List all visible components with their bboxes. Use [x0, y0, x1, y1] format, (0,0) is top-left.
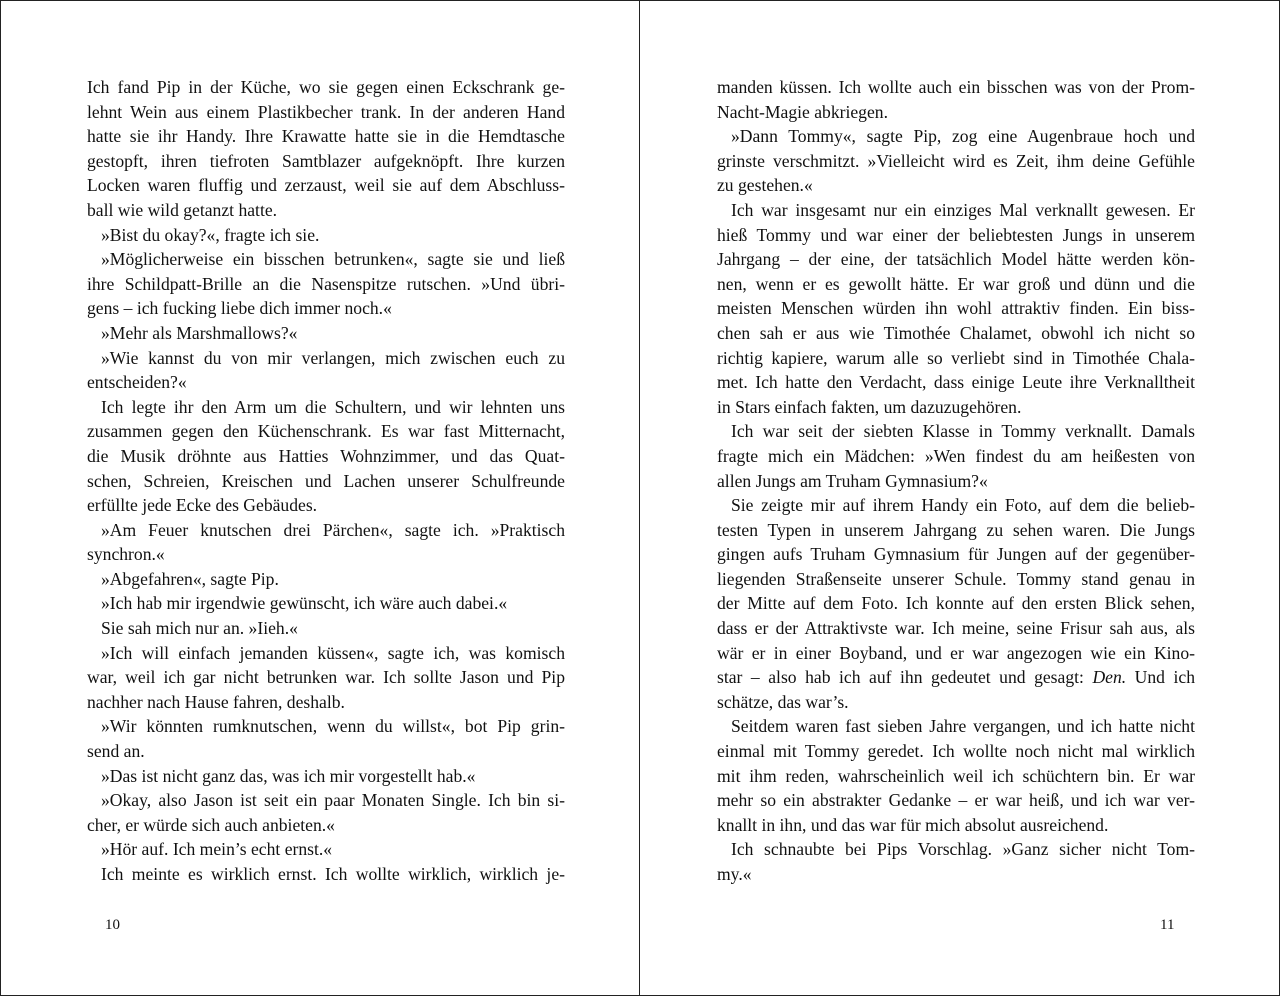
text-line: gens – ich fucking liebe dich immer noch.« — [87, 298, 392, 319]
text-line: fragte mich ein Mädchen: »Wen findest du am heißesten von — [717, 445, 1195, 466]
text-line: »Wir könnten rumknutschen, wenn du willst«, bot Pip grin- — [101, 716, 565, 737]
text-line: manden küssen. Ich wollte auch ein bisschen was von der Prom- — [717, 77, 1195, 97]
text-line: einmal mit Tommy geredet. Ich wollte noch nicht mal wirklich — [717, 741, 1195, 762]
text-line: Locken waren fluffig und zerzaust, weil sie auf dem Abschluss- — [87, 175, 565, 196]
text-line: wär er in einer Boyband, und er war angezogen wie ein Kino- — [717, 642, 1195, 663]
text-line: mit ihm reden, wahrscheinlich weil ich schüchtern bin. Er war — [717, 765, 1195, 786]
text-line: lehnt Wein aus einem Plastikbecher trank. In der anderen Hand — [87, 101, 565, 122]
text-line: cher, er würde sich auch anbieten.« — [87, 814, 335, 835]
text-line: »Ich hab mir irgendwie gewünscht, ich wäre auch dabei.« — [101, 593, 508, 614]
text-line: hatte sie ihr Handy. Ihre Krawatte hatte sie in die Hemdtasche — [87, 126, 565, 147]
text-line: war, weil ich gar nicht betrunken war. Ich sollte Jason und Pip — [87, 667, 565, 688]
left-page — [0, 0, 639, 996]
text-line: meisten Menschen würden ihn wohl attraktiv finden. Ein biss- — [717, 298, 1195, 319]
text-line: »Wie kannst du von mir verlangen, mich zwischen euch zu — [101, 347, 565, 368]
text-line: Sie zeigte mir auf ihrem Handy ein Foto, auf dem die belieb- — [731, 495, 1195, 516]
text-line: hieß Tommy und war einer der beliebtesten Jungs in unserem — [717, 224, 1195, 245]
text-line: zu gestehen.« — [717, 175, 813, 196]
text-line: gingen aufs Truham Gymnasium für Jungen auf der gegenüber- — [717, 544, 1195, 565]
text-line: Ich war seit der siebten Klasse in Tommy verknallt. Damals — [731, 421, 1195, 442]
right-page-text — [717, 75, 1195, 887]
text-line: Ich meinte es wirklich ernst. Ich wollte wirklich, wirklich je- — [101, 864, 565, 884]
text-line: grinste verschmitzt. »Vielleicht wird es Zeit, ihm deine Gefühle — [717, 150, 1195, 171]
text-line: der Mitte auf dem Foto. Ich konnte auf den ersten Blick sehen, — [717, 593, 1195, 614]
text-line: mehr so ein abstrakter Gedanke – er war heiß, und ich war ver- — [717, 790, 1195, 811]
text-line: Ich fand Pip in der Küche, wo sie gegen einen Eckschrank ge- — [87, 77, 565, 97]
text-line: testen Typen in unserem Jahrgang zu sehen waren. Die Jungs — [717, 519, 1195, 540]
text-line: nachher nach Hause fahren, deshalb. — [87, 691, 345, 712]
text-line: my.« — [717, 864, 752, 884]
text-line: allen Jungs am Truham Gymnasium?« — [717, 470, 988, 491]
text-line: »Mehr als Marshmallows?« — [101, 322, 298, 343]
text-line: Ich war insgesamt nur ein einziges Mal verknallt gewesen. Er — [731, 199, 1195, 220]
text-line: dass er der Attraktivste war. Ich meine, seine Frisur sah aus, als — [717, 618, 1195, 639]
text-line: die Musik dröhnte aus Hatties Wohnzimmer, und das Quat- — [87, 445, 565, 466]
right-page — [640, 0, 1280, 996]
emphasis: Den. — [1092, 667, 1127, 688]
text-line: nen, wenn er es gewollt hätte. Er war groß und dünn und die — [717, 273, 1195, 294]
text-line: send an. — [87, 741, 145, 762]
text-line: »Ich will einfach jemanden küssen«, sagte ich, was komisch — [101, 642, 565, 663]
text-line: liegenden Straßenseite unserer Schule. Tommy stand genau in — [717, 568, 1195, 589]
text-line: »Das ist nicht ganz das, was ich mir vorgestellt hab.« — [101, 765, 476, 786]
text-line: Ich schnaubte bei Pips Vorschlag. »Ganz sicher nicht Tom- — [731, 839, 1195, 860]
text-line: synchron.« — [87, 544, 165, 565]
text-line: in Stars einfach fakten, um dazuzugehören. — [717, 396, 1022, 417]
text-line: »Am Feuer knutschen drei Pärchen«, sagte ich. »Praktisch — [101, 519, 565, 540]
text-line: Nacht-Magie abkriegen. — [717, 101, 888, 122]
text-line: star – also hab ich auf ihn gedeutet und gesagt: Den. Und ich — [717, 667, 1195, 688]
page-number: 10 — [105, 917, 120, 933]
left-page-text — [87, 75, 565, 887]
text-line: Seitdem waren fast sieben Jahre vergangen, und ich hatte nicht — [731, 716, 1195, 737]
text-line: ihre Schildpatt-Brille an die Nasenspitze rutschen. »Und übri- — [87, 273, 565, 294]
text-line: gestopft, ihren tiefroten Samtblazer aufgeknöpft. Ihre kurzen — [87, 150, 565, 171]
text-line: entscheiden?« — [87, 372, 187, 393]
text-line: erfüllte jede Ecke des Gebäudes. — [87, 495, 318, 516]
text-line: »Bist du okay?«, fragte ich sie. — [101, 224, 320, 245]
text-line: Jahrgang – der eine, der tatsächlich Model hätte werden kön- — [717, 249, 1195, 270]
page-number: 11 — [1160, 917, 1175, 933]
text-line: chen sah er aus wie Timothée Chalamet, obwohl ich nicht so — [717, 322, 1195, 343]
text-line: Sie sah mich nur an. »Iieh.« — [101, 618, 298, 639]
text-line: »Abgefahren«, sagte Pip. — [101, 568, 279, 589]
text-line: »Dann Tommy«, sagte Pip, zog eine Augenbraue hoch und — [731, 126, 1195, 147]
text-line: zusammen gegen den Küchenschrank. Es war fast Mitternacht, — [87, 421, 565, 442]
text-line: schen, Schreien, Kreischen und Lachen unserer Schulfreunde — [87, 470, 565, 491]
text-line: knallt in ihn, und das war für mich absolut ausreichend. — [717, 814, 1109, 835]
text-line: richtig kapiere, warum alle so verliebt sind in Timothée Chala- — [717, 347, 1195, 368]
text-line: schätze, das war’s. — [717, 691, 849, 712]
text-line: »Okay, also Jason ist seit ein paar Monaten Single. Ich bin si- — [101, 790, 565, 811]
text-line: met. Ich hatte den Verdacht, dass einige Leute ihre Verknalltheit — [717, 372, 1195, 393]
text-line: Ich legte ihr den Arm um die Schultern, und wir lehnten uns — [101, 396, 565, 417]
text-line: ball wie wild getanzt hatte. — [87, 199, 278, 220]
text-line: »Hör auf. Ich mein’s echt ernst.« — [101, 839, 333, 860]
text-line: »Möglicherweise ein bisschen betrunken«, sagte sie und ließ — [101, 249, 565, 270]
